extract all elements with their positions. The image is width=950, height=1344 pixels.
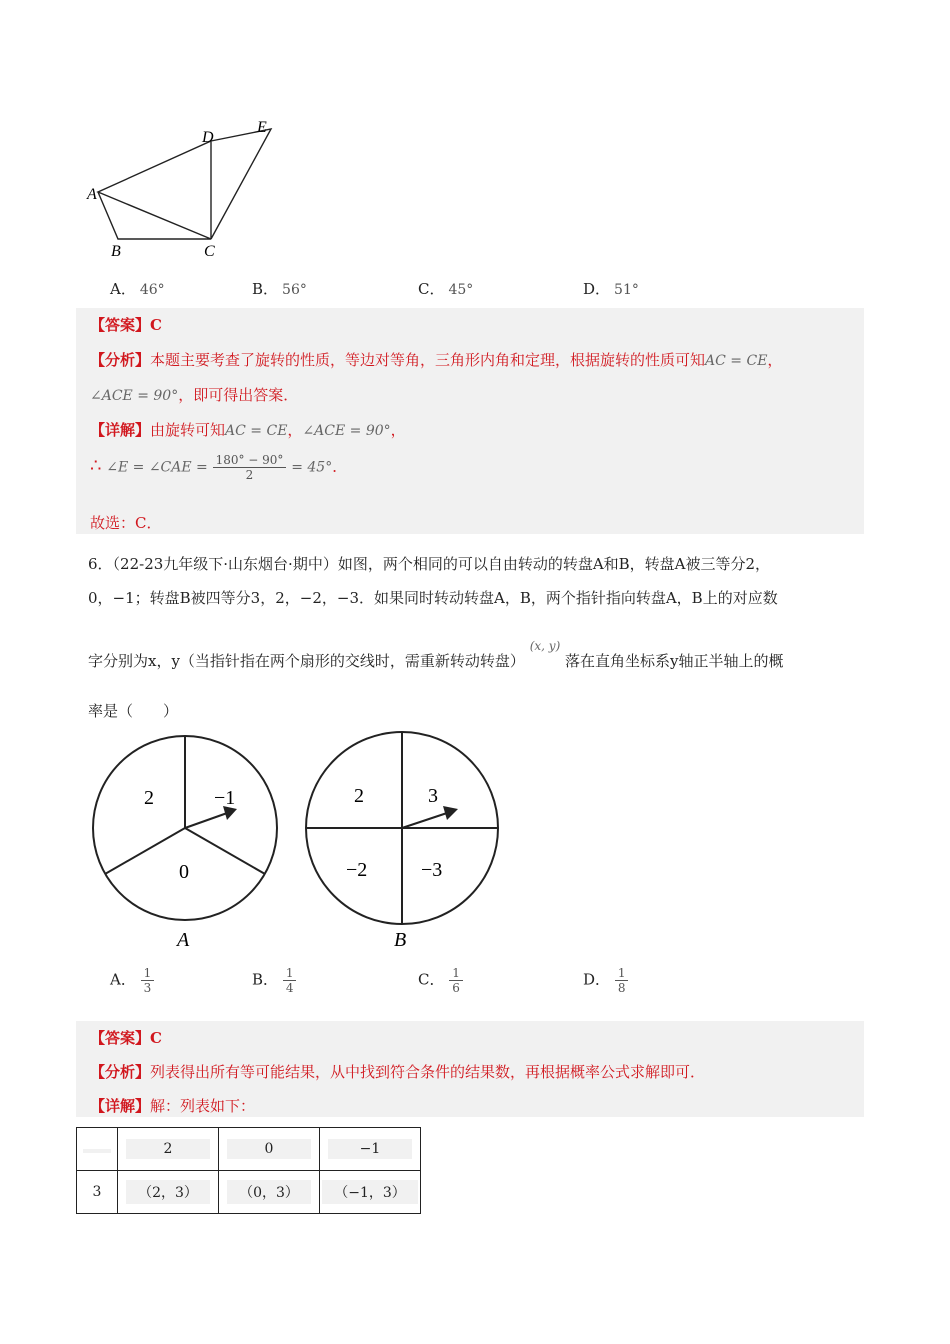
- label-C: C: [204, 243, 215, 260]
- table-header-cell: [320, 1128, 421, 1171]
- q5-option-b[interactable]: [252, 278, 307, 299]
- table-cell-value: （−1，3）: [322, 1180, 418, 1204]
- q6-line2: 0，−1；转盘B被四等分3，2，−2，−3．如果同时转动转盘A，B，两个指针指向转盘A，B上的对应数: [88, 589, 778, 607]
- q6-option-d-fraction: [615, 966, 629, 995]
- q6-analysis-tag: 【分析】: [90, 1063, 151, 1081]
- table-cell: [219, 1171, 320, 1214]
- wheel-a-sector-0: 0: [179, 861, 189, 883]
- wheel-b-sector-neg2: −2: [346, 859, 368, 881]
- q5-eq-end: ．: [332, 457, 348, 476]
- label-E: E: [257, 119, 267, 136]
- table-row-header-value: 3: [92, 1184, 102, 1200]
- q6-analysis-text: 列表得出所有等可能结果，从中找到符合条件的结果数，再根据概率公式求解即可．: [150, 1063, 706, 1081]
- table-cell-value: （0，3）: [227, 1180, 311, 1204]
- q6-option-c-letter: C．: [418, 970, 445, 989]
- q6-option-d-num: 1: [615, 966, 629, 981]
- q6-option-a-den: 3: [143, 981, 152, 995]
- q6-option-d-den: 8: [617, 981, 626, 995]
- wheel-a-label: A: [177, 929, 190, 951]
- q5-analysis-comma: ，: [767, 351, 783, 369]
- q5-eq-right: = 45°: [291, 459, 333, 476]
- table-corner-cell: [77, 1128, 118, 1171]
- q5-option-c[interactable]: [418, 278, 473, 299]
- q5-answer-line: [90, 314, 162, 335]
- q5-option-a-value: 46°: [139, 282, 165, 298]
- q6-line3-math: (x, y): [529, 639, 561, 653]
- q5-detail-line: [90, 419, 406, 440]
- table-header-value: −1: [328, 1139, 412, 1159]
- q6-option-c-fraction: [449, 966, 463, 995]
- q5-option-a[interactable]: [110, 278, 165, 299]
- q6-answer-line: [90, 1027, 162, 1048]
- q6-option-b-den: 4: [285, 981, 294, 995]
- q5-fraction: [213, 453, 287, 482]
- q6-option-b-fraction: [283, 966, 297, 995]
- q6-option-a[interactable]: [110, 966, 154, 995]
- q6-option-b[interactable]: [252, 966, 296, 995]
- q5-detail-tag: 【详解】: [90, 421, 151, 439]
- q6-option-c[interactable]: [418, 966, 463, 995]
- q6-option-d-letter: D．: [583, 970, 611, 989]
- q5-analysis-line2: [90, 384, 298, 405]
- q5-detail-math1: AC = CE: [225, 423, 288, 439]
- wheel-a-divider-2: [185, 828, 265, 874]
- q6-answer-tag: 【答案】: [90, 1029, 151, 1047]
- table-row: [77, 1171, 421, 1214]
- q5-detail-end: ，: [390, 421, 406, 439]
- q6-option-a-num: 1: [141, 966, 155, 981]
- q5-eq-left: ∠E = ∠CAE =: [106, 459, 208, 476]
- table-cell: [320, 1171, 421, 1214]
- q5-answer-tag: 【答案】: [90, 316, 151, 334]
- q6-line3: [88, 639, 784, 671]
- q6-option-d[interactable]: [583, 966, 628, 995]
- table-row-header-cell: [77, 1171, 118, 1214]
- wheel-b-sector-neg3: −3: [421, 859, 443, 881]
- wheel-b-sector-2: 2: [354, 785, 364, 807]
- q6-line3a: 字分别为x，y（当指针指在两个扇形的交线时，需重新转动转盘）: [88, 652, 525, 670]
- q5-frac-den: 2: [245, 468, 254, 482]
- q6-line4: 率是（ ）: [88, 702, 179, 720]
- table-header-value: 2: [126, 1139, 210, 1159]
- q6-option-b-letter: B．: [252, 970, 279, 989]
- q6-detail-line: [90, 1095, 255, 1116]
- label-D: D: [202, 129, 214, 146]
- q5-detail-text: 由旋转可知: [150, 421, 226, 439]
- q5-option-b-value: 56°: [282, 282, 307, 298]
- label-A: A: [87, 186, 97, 203]
- q6-detail-text: 解：列表如下：: [150, 1097, 256, 1115]
- q6-solution-box: [76, 1021, 864, 1117]
- q5-conclusion-line: [90, 512, 161, 533]
- q5-analysis-text2: ，即可得出答案．: [178, 386, 299, 404]
- q6-option-c-den: 6: [452, 981, 460, 995]
- q5-option-d-letter: D．: [583, 280, 611, 298]
- q5-detail-math2: ∠ACE = 90°: [302, 423, 391, 439]
- wheel-a-sector-2: 2: [144, 787, 154, 809]
- q5-detail-sep: ，: [287, 421, 303, 439]
- q6-option-b-num: 1: [283, 966, 297, 981]
- q5-frac-num: 180° − 90°: [213, 453, 287, 468]
- q5-option-d[interactable]: [583, 278, 639, 299]
- q5-analysis-math: AC = CE: [705, 353, 768, 369]
- wheel-b-pointer-head: [443, 806, 458, 820]
- table-cell: [118, 1171, 219, 1214]
- q5-analysis-tag: 【分析】: [90, 351, 151, 369]
- table-row: [77, 1128, 421, 1171]
- table-header-cell: [118, 1128, 219, 1171]
- wheel-b-sector-3: 3: [428, 785, 438, 807]
- q6-outcome-table: [76, 1127, 421, 1214]
- q6-line1: 6．（22-23九年级下·山东烟台·期中）如图，两个相同的可以自由转动的转盘A和B，转盘A被三等分2，: [88, 555, 771, 573]
- q6-answer: C: [150, 1029, 162, 1047]
- spinner-figure: [84, 728, 514, 953]
- q5-option-b-letter: B．: [252, 280, 279, 298]
- wheel-a-pointer: [185, 812, 230, 828]
- q5-option-c-value: 45°: [448, 282, 474, 298]
- triangle-figure: [80, 112, 290, 262]
- q5-analysis-text: 本题主要考查了旋转的性质，等边对等角，三角形内角和定理，根据旋转的性质可知: [150, 351, 706, 369]
- q5-equation-line: [90, 453, 347, 482]
- wheel-b-pointer: [402, 812, 450, 828]
- label-B: B: [111, 243, 121, 260]
- wheel-b-label: B: [394, 929, 407, 951]
- q6-option-a-fraction: [141, 966, 155, 995]
- figure-lines: [98, 129, 271, 239]
- wheel-a-divider-3: [105, 828, 185, 874]
- table-corner-value: [83, 1149, 111, 1153]
- table-header-value: 0: [227, 1139, 311, 1159]
- q6-analysis-line: [90, 1061, 705, 1082]
- q5-analysis-line: [90, 349, 782, 370]
- q5-therefore: ∴: [90, 455, 102, 477]
- q6-option-a-letter: A．: [110, 970, 136, 989]
- q5-analysis-math2: ∠ACE = 90°: [90, 388, 179, 404]
- q5-option-d-value: 51°: [614, 282, 639, 298]
- q6-line3b: 落在直角坐标系y轴正半轴上的概: [565, 652, 784, 670]
- q6-detail-tag: 【详解】: [90, 1097, 151, 1115]
- q5-option-a-letter: A．: [110, 280, 136, 298]
- q5-option-c-letter: C．: [418, 280, 445, 298]
- q5-conclusion: 故选：C．: [90, 514, 162, 532]
- table-cell-value: （2，3）: [126, 1180, 210, 1204]
- q5-solution-box: [76, 308, 864, 534]
- wheel-a-sector-neg1: −1: [214, 787, 236, 809]
- q6-option-c-num: 1: [449, 966, 463, 981]
- q5-answer: C: [150, 316, 162, 334]
- table-header-cell: [219, 1128, 320, 1171]
